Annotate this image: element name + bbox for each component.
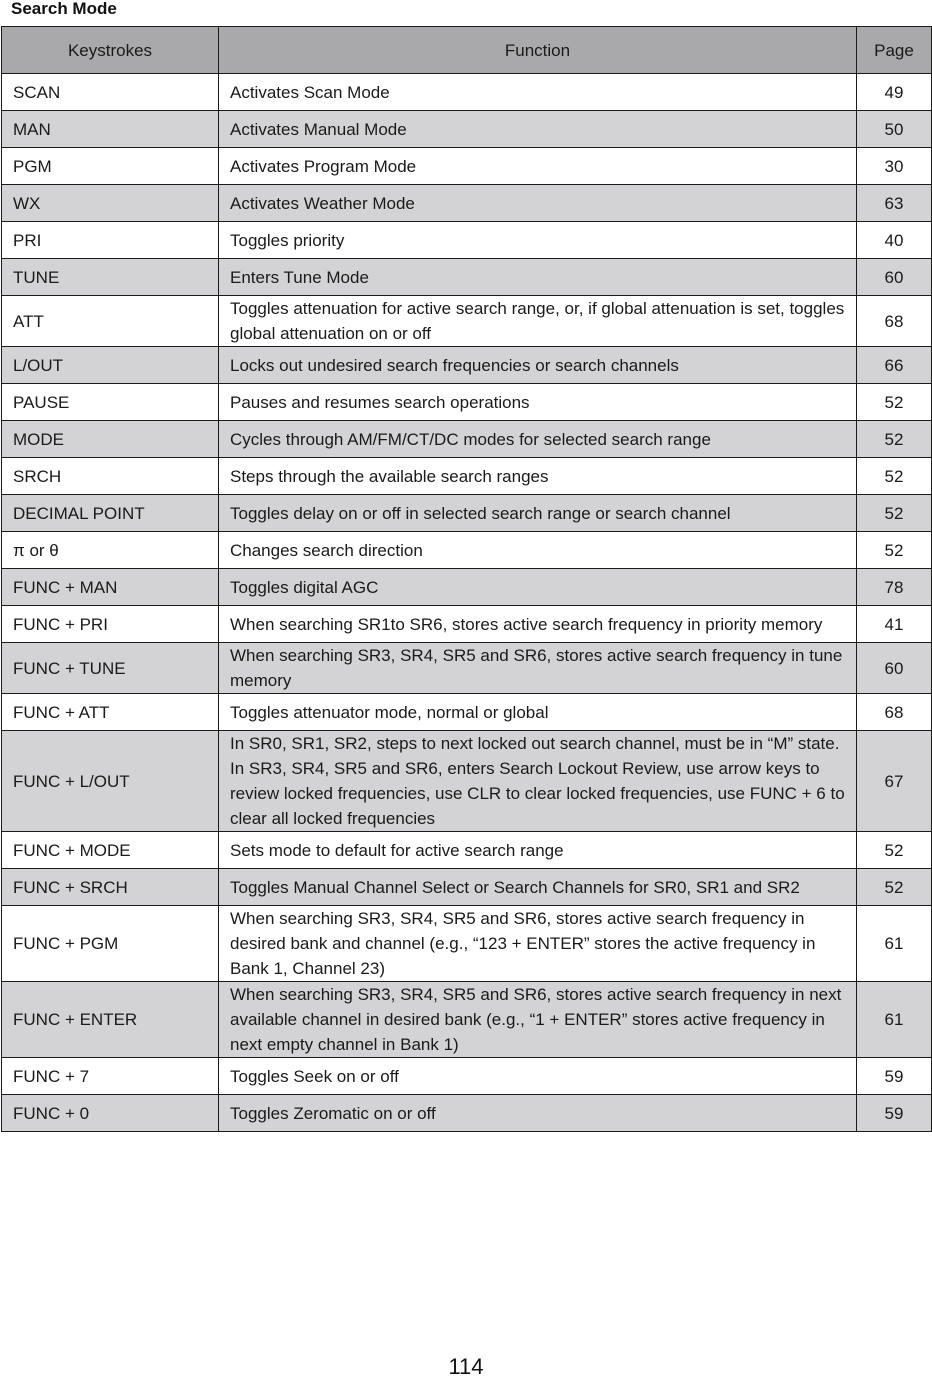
- function-cell: Activates Manual Mode: [219, 111, 857, 148]
- function-cell: Toggles Zeromatic on or off: [219, 1095, 857, 1132]
- page-cell: 60: [857, 259, 932, 296]
- function-cell: When searching SR1to SR6, stores active search frequency in priority memory: [219, 606, 857, 643]
- header-row: [2, 27, 932, 74]
- function-cell: Enters Tune Mode: [219, 259, 857, 296]
- function-cell: Toggles delay on or off in selected search range or search channel: [219, 495, 857, 532]
- table-row: [2, 296, 932, 347]
- page-cell: 61: [857, 982, 932, 1058]
- function-cell: Toggles digital AGC: [219, 569, 857, 606]
- function-cell: In SR0, SR1, SR2, steps to next locked out search channel, must be in “M” state. In SR3, SR4, SR5 and SR6, enters Search Lockout Review, use arrow keys to review locked frequencies, use CLR to clear locked frequencies, use FUNC + 6 to clear all locked frequencies: [219, 731, 857, 832]
- page-cell: 78: [857, 569, 932, 606]
- keystroke-cell: L/OUT: [2, 347, 219, 384]
- page-cell: 30: [857, 148, 932, 185]
- function-cell: Activates Scan Mode: [219, 74, 857, 111]
- keystroke-cell: π or θ: [2, 532, 219, 569]
- table-header: [2, 27, 932, 74]
- keystroke-cell: MAN: [2, 111, 219, 148]
- header-keystrokes: Keystrokes: [2, 27, 219, 74]
- keystroke-cell: FUNC + ATT: [2, 694, 219, 731]
- page-cell: 41: [857, 606, 932, 643]
- keystroke-cell: TUNE: [2, 259, 219, 296]
- table-row: [2, 495, 932, 532]
- table-row: [2, 1095, 932, 1132]
- table-row: [2, 532, 932, 569]
- page-cell: 68: [857, 296, 932, 347]
- table-row: [2, 347, 932, 384]
- function-cell: Activates Weather Mode: [219, 185, 857, 222]
- page-cell: 66: [857, 347, 932, 384]
- function-cell: Toggles attenuation for active search range, or, if global attenuation is set, toggles global attenuation on or off: [219, 296, 857, 347]
- function-cell: Locks out undesired search frequencies or search channels: [219, 347, 857, 384]
- keystroke-cell: FUNC + PGM: [2, 906, 219, 982]
- keystroke-cell: MODE: [2, 421, 219, 458]
- header-page: Page: [857, 27, 932, 74]
- table-row: [2, 869, 932, 906]
- table-body: [2, 74, 932, 1132]
- table-row: [2, 148, 932, 185]
- function-cell: Changes search direction: [219, 532, 857, 569]
- table-row: [2, 222, 932, 259]
- page-cell: 52: [857, 832, 932, 869]
- table-row: [2, 694, 932, 731]
- page-cell: 59: [857, 1058, 932, 1095]
- keystroke-cell: FUNC + L/OUT: [2, 731, 219, 832]
- keystroke-cell: SCAN: [2, 74, 219, 111]
- page-number: 114: [448, 1354, 484, 1379]
- table-row: [2, 569, 932, 606]
- page-cell: 49: [857, 74, 932, 111]
- function-cell: Toggles priority: [219, 222, 857, 259]
- keystroke-cell: FUNC + MODE: [2, 832, 219, 869]
- function-cell: When searching SR3, SR4, SR5 and SR6, stores active search frequency in desired bank and channel (e.g., “123 + ENTER” stores the active frequency in Bank 1, Channel 23): [219, 906, 857, 982]
- keystroke-cell: PGM: [2, 148, 219, 185]
- page-cell: 60: [857, 643, 932, 694]
- table-row: [2, 832, 932, 869]
- function-cell: Steps through the available search ranges: [219, 458, 857, 495]
- keystroke-cell: FUNC + MAN: [2, 569, 219, 606]
- table-row: [2, 731, 932, 832]
- keystroke-cell: DECIMAL POINT: [2, 495, 219, 532]
- keystroke-cell: WX: [2, 185, 219, 222]
- keystroke-cell: FUNC + TUNE: [2, 643, 219, 694]
- page-cell: 52: [857, 384, 932, 421]
- table-row: [2, 421, 932, 458]
- page-cell: 40: [857, 222, 932, 259]
- keystroke-cell: FUNC + 7: [2, 1058, 219, 1095]
- table-row: [2, 906, 932, 982]
- section-title: Search Mode: [11, 0, 117, 18]
- page-cell: 61: [857, 906, 932, 982]
- table-row: [2, 384, 932, 421]
- table-row: [2, 111, 932, 148]
- keystroke-cell: FUNC + SRCH: [2, 869, 219, 906]
- page-cell: 52: [857, 421, 932, 458]
- table-row: [2, 1058, 932, 1095]
- page-cell: 63: [857, 185, 932, 222]
- keystroke-cell: FUNC + PRI: [2, 606, 219, 643]
- page-cell: 59: [857, 1095, 932, 1132]
- function-cell: Toggles attenuator mode, normal or global: [219, 694, 857, 731]
- function-cell: Cycles through AM/FM/CT/DC modes for selected search range: [219, 421, 857, 458]
- table-row: [2, 458, 932, 495]
- function-cell: Pauses and resumes search operations: [219, 384, 857, 421]
- table-row: [2, 185, 932, 222]
- keystroke-reference-table: [1, 26, 932, 1132]
- table-row: [2, 74, 932, 111]
- keystroke-cell: SRCH: [2, 458, 219, 495]
- page-cell: 68: [857, 694, 932, 731]
- keystroke-cell: PRI: [2, 222, 219, 259]
- function-cell: Toggles Seek on or off: [219, 1058, 857, 1095]
- page-cell: 52: [857, 495, 932, 532]
- keystroke-cell: ATT: [2, 296, 219, 347]
- keystroke-cell: FUNC + 0: [2, 1095, 219, 1132]
- function-cell: Toggles Manual Channel Select or Search Channels for SR0, SR1 and SR2: [219, 869, 857, 906]
- keystroke-cell: PAUSE: [2, 384, 219, 421]
- header-function: Function: [219, 27, 857, 74]
- page-cell: 50: [857, 111, 932, 148]
- page-cell: 52: [857, 532, 932, 569]
- keystroke-cell: FUNC + ENTER: [2, 982, 219, 1058]
- table-row: [2, 259, 932, 296]
- function-cell: Activates Program Mode: [219, 148, 857, 185]
- page-cell: 52: [857, 869, 932, 906]
- function-cell: When searching SR3, SR4, SR5 and SR6, stores active search frequency in next available channel in desired bank (e.g., “1 + ENTER” stores active frequency in next empty channel in Bank 1): [219, 982, 857, 1058]
- table-row: [2, 643, 932, 694]
- page-cell: 52: [857, 458, 932, 495]
- table-row: [2, 982, 932, 1058]
- table-row: [2, 606, 932, 643]
- function-cell: When searching SR3, SR4, SR5 and SR6, stores active search frequency in tune memory: [219, 643, 857, 694]
- function-cell: Sets mode to default for active search range: [219, 832, 857, 869]
- page-cell: 67: [857, 731, 932, 832]
